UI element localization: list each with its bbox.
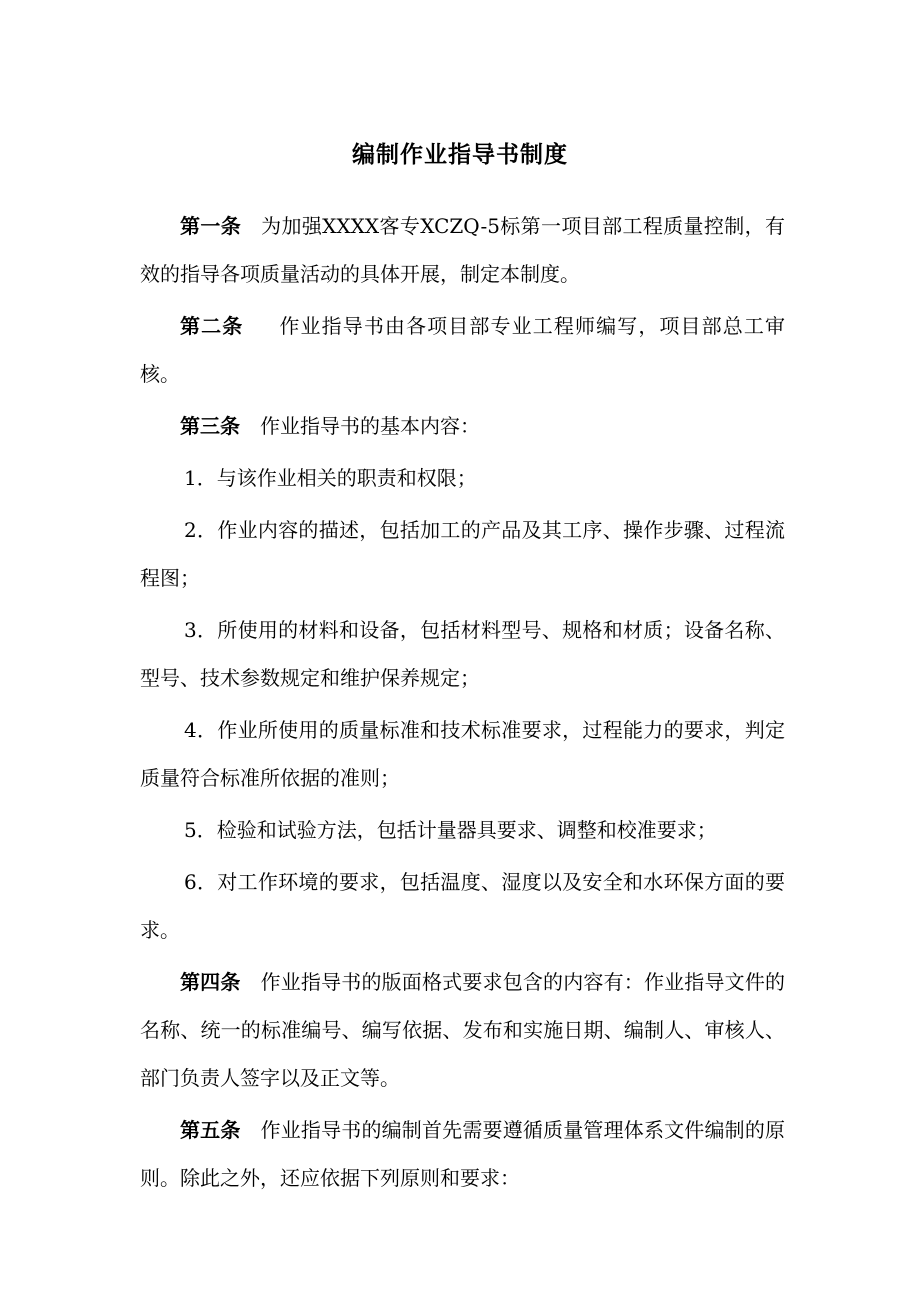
list-item: 1．与该作业相关的职责和权限； xyxy=(184,466,477,490)
list-item: 2．作业内容的描述，包括加工的产品及其工序、操作步骤、过程流程图； xyxy=(140,518,785,590)
list-item: 5．检验和试验方法，包括计量器具要求、调整和校准要求； xyxy=(184,818,717,842)
article-text: 作业指导书的编制首先需要遵循质量管理体系文件编制的原则。除此之外，还应依据下列原则和要求： xyxy=(140,1118,786,1190)
article-label: 第四条 xyxy=(180,970,241,994)
article-label: 第三条 xyxy=(180,414,240,438)
article-3 xyxy=(140,402,785,450)
list-item: 3．所使用的材料和设备，包括材料型号、规格和材质；设备名称、型号、技术参数规定和维护保养规定； xyxy=(140,618,785,690)
article-text: 为加强XXXX客专XCZQ-5标第一项目部工程质量控制，有效的指导各项质量活动的具体开展，制定本制度。 xyxy=(140,214,785,286)
article-label: 第五条 xyxy=(180,1118,241,1142)
page-title: 编制作业指导书制度 xyxy=(352,142,568,168)
article-5 xyxy=(140,1106,785,1202)
article-text: 作业指导书的版面格式要求包含的内容有：作业指导文件的名称、统一的标准编号、编写依据、发布和实施日期、编制人、审核人、部门负责人签字以及正文等。 xyxy=(140,970,786,1090)
article-text: 作业指导书由各项目部专业工程师编写，项目部总工审核。 xyxy=(140,314,786,386)
article-text: 作业指导书的基本内容： xyxy=(260,414,480,438)
article-4 xyxy=(140,958,785,1102)
list-item: 4．作业所使用的质量标准和技术标准要求，过程能力的要求，判定质量符合标准所依据的准则； xyxy=(140,718,785,790)
document-body xyxy=(140,202,785,1206)
article-1 xyxy=(140,202,785,298)
article-label: 第一条 xyxy=(180,214,242,238)
article-label: 第二条 xyxy=(180,314,244,338)
article-2 xyxy=(140,302,785,398)
list-item: 6．对工作环境的要求，包括温度、湿度以及安全和水环保方面的要求。 xyxy=(140,870,785,942)
